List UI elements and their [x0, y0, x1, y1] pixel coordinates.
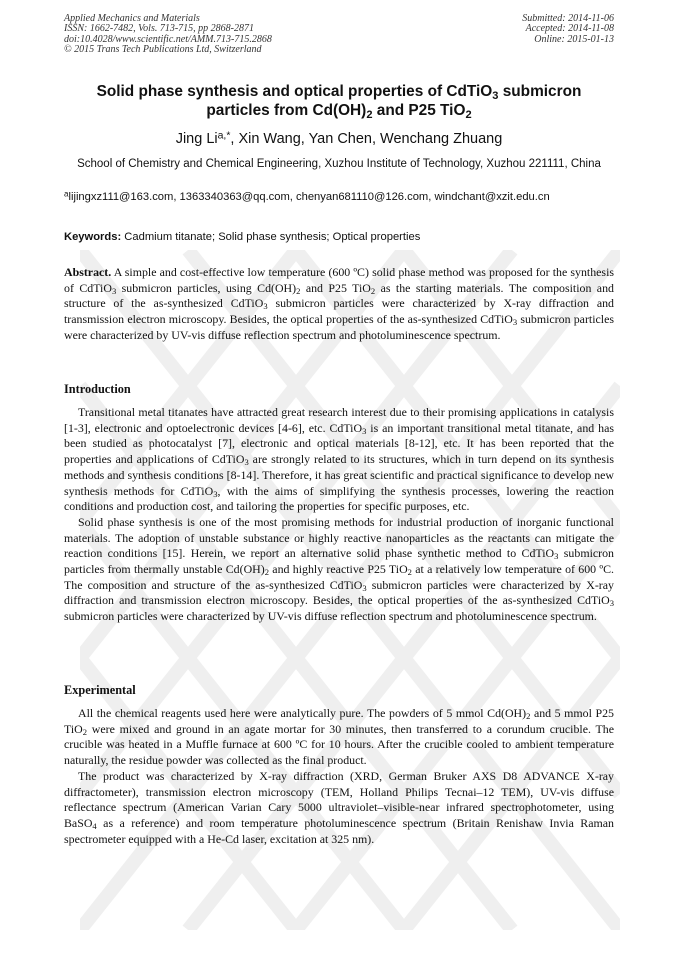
section-heading-experimental: Experimental: [64, 683, 136, 697]
abstract: Abstract. A simple and cost-effective low temperature (600 ºC) solid phase method was proposed for the synthesis of CdTiO$_3$ submicron particles, using $Cd(OH)_2$ and P25 TiO$_2$ as the starting materials. The composition and structure of the as-synthesized CdTiO$_3$ submicron particles were characterized by X-ray diffraction and transmission electron microscopy. Besides, the optical properties of the as-synthesized CdTiO$_3$ submicron particles were characterized by UV-vis diffuse reflection spectrum and photoluminescence spectrum.: [64, 265, 614, 342]
abstract-label: Abstract.: [64, 265, 112, 279]
author-emails: $^a$lijingxz111@163.com, 1363340363@qq.com, chenyan681110@126.com, windchant@xzit.edu.cn: [64, 189, 550, 203]
author-list: Jing $Li^{a,*}$, Xin Wang, Yan Chen, Wenchang Zhuang: [175, 130, 503, 147]
journal-name: Applied Mechanics and Materials: [64, 13, 200, 24]
keywords-label: Keywords:: [64, 231, 122, 243]
journal-issn: ISSN: 1662-7482, Vols. 713-715, pp 2868-2871: [64, 23, 254, 35]
journal-info: [64, 14, 272, 56]
affiliation: School of Chemistry and Chemical Engineering, Xuzhou Institute of Technology, Xuzhou 221111, China: [77, 158, 601, 170]
date-accepted: Accepted: 2014-11-08: [525, 23, 614, 35]
paragraph: The product was characterized by X-ray diffraction (XRD, German Bruker AXS D8 ADVANCE X-ray diffractometer), transmission electron microscopy (TEM, Holland Philips Tecnai–12 TEM), UV-vis diffuse reflectance spectrum (American Varian Cary 5000 ultraviolet–visible-near infrared spectrophotometer, using BaSO$_4$ as a reference) and room temperature photoluminescence spectrum (Britain Renishaw Invia Raman spectrometer equipped with a He-Cd laser, excitation at 325 nm).: [64, 768, 614, 846]
paragraph: All the chemical reagents used here were analytically pure. The powders of 5 mmol $Cd(OH)_2$ and 5 mmol P25 TiO$_2$ were mixed and ground in an agate mortar for 30 minutes, then transferred to a corundum crucible. The crucible was heated in a Muffle furnace at 600 ºC for 10 hours. After the crucible cooled to ambient temperature naturally, the residue powder was collected as the final product.: [64, 706, 614, 768]
date-online: Online: 2015-01-13: [534, 33, 614, 45]
keywords: Keywords: Cadmium titanate; Solid phase synthesis; Optical properties: [64, 231, 421, 243]
introduction-body: [64, 405, 614, 625]
paper-title: Solid phase synthesis and optical properties of CdTiO$_3$ submicron particles from $Cd(OH)_2$ and P25 TiO$_2$: [96, 83, 582, 121]
section-heading-introduction: Introduction: [64, 382, 131, 396]
journal-copyright: © 2015 Trans Tech Publications Ltd, Switzerland: [64, 44, 262, 56]
experimental-body: [64, 706, 614, 847]
paragraph: Solid phase synthesis is one of the most promising methods for industrial production of inorganic functional materials. The adoption of unstable substance or highly reactive nanoparticles as the reactants can mitigate the reaction conditions [15]. Herein, we report an alternative solid phase synthetic method to CdTiO$_3$ submicron particles from thermally unstable $Cd(OH)_2$ and highly reactive P25 TiO$_2$ at a relatively low temperature of 600 ºC. The composition and structure of the as-synthesized CdTiO$_3$ submicron particles were characterized by X-ray diffraction and transmission electron microscopy. Besides, the optical properties of the as-synthesized CdTiO$_3$ submicron particles were characterized by UV-vis diffuse reflection spectrum and photoluminescence spectrum.: [64, 514, 614, 624]
journal-doi: doi:10.4028/www.scientific.net/AMM.713-715.2868: [64, 33, 272, 45]
submission-dates: [522, 14, 614, 45]
paragraph: Transitional metal titanates have attracted great research interest due to their promising applications in catalysis [1-3], electronic and optoelectronic devices [4-6], etc. CdTiO$_3$ is an important transitional metal titanate, and has been studied as photocatalyst [7], electronic and optical materials [8-12], etc. It has been reported that the properties and applications of CdTiO$_3$ are strongly related to its structures, which in turn depend on its synthesis methods and synthesis conditions [8-14]. Therefore, it has great scientific and practical significance to develop new synthesis methods for CdTiO$_3$, with the aims of simplifying the synthesis processes, lowering the reaction conditions and production cost, and tailoring the properties for specific purposes, etc.: [64, 405, 614, 514]
date-submitted: Submitted: 2014-11-06: [522, 13, 614, 24]
